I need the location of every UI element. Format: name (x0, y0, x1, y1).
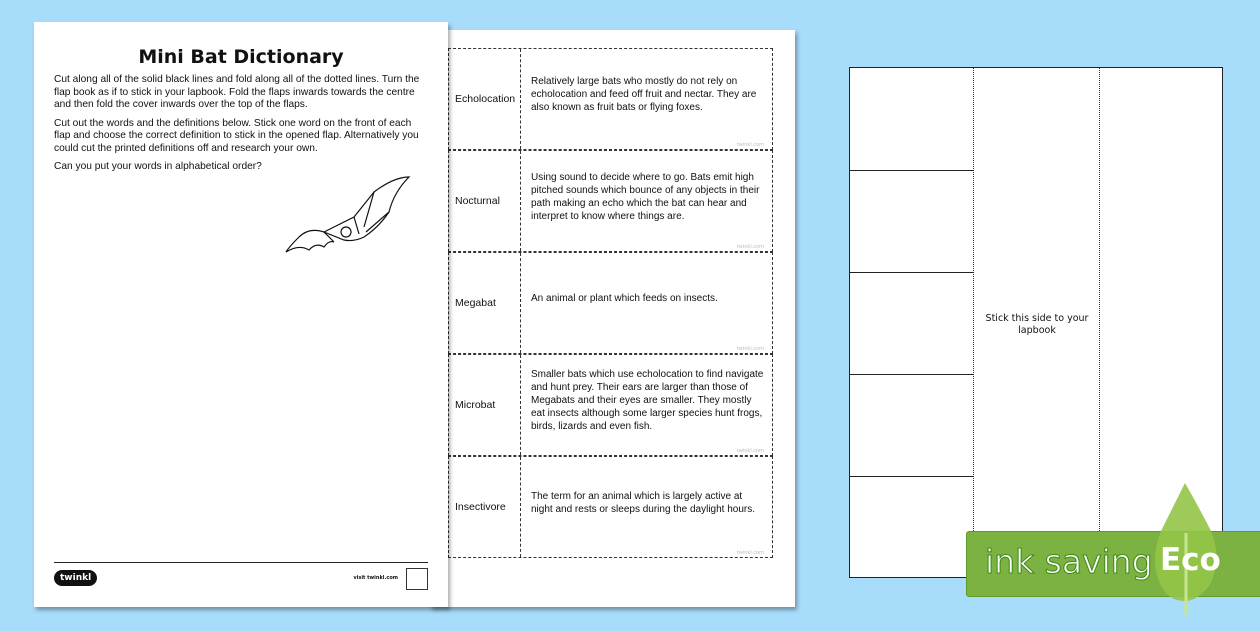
definition-text: Smaller bats which use echolocation to find navigate and hunt prey. Their ears are larger than those of Megabats and their eyes are smaller. They mostly eat insects although some larger species hunt frogs, birds, lizards and even fish. (531, 369, 764, 432)
watermark: twinkl.com (736, 142, 764, 148)
watermark: twinkl.com (736, 244, 764, 250)
definition-text: An animal or plant which feeds on insects. (531, 293, 718, 304)
word-label: Megabat (449, 253, 521, 353)
stick-label: Stick this side to your lapbook (985, 313, 1089, 336)
twinkl-logo: twinkl (54, 570, 97, 586)
page-title: Mini Bat Dictionary (138, 46, 344, 68)
word-label: Insectivore (449, 457, 521, 557)
visit-link[interactable]: visit twinkl.com (353, 575, 398, 581)
definition-text: Relatively large bats who mostly do not rely on echolocation and feed off fruit and nectar. They are also known as fruit bats or flying foxes. (531, 76, 757, 113)
instruction-paragraph: Cut along all of the solid black lines and fold along all of the dotted lines. Turn the flap book as if to stick in your lapbook. Fold the flaps inwards towards the centre and then fold the cover inwards over the top of the flaps. (54, 74, 420, 110)
word-label: Nocturnal (449, 151, 521, 251)
eco-badge (966, 531, 1260, 597)
watermark: twinkl.com (736, 448, 764, 454)
word-label: Echolocation (449, 49, 521, 149)
leaf-icon (1, 1, 1260, 631)
watermark: twinkl.com (736, 346, 764, 352)
instruction-paragraph: Can you put your words in alphabetical order? (54, 161, 262, 172)
instruction-paragraph: Cut out the words and the definitions below. Stick one word on the front of each flap and choose the correct definition to stick in the opened flap. Alternatively you could cut the printed definitions off and research your own. (54, 117, 419, 154)
eco-label: Eco (1160, 542, 1221, 578)
word-label: Microbat (449, 355, 521, 455)
definition-text: Using sound to decide where to go. Bats emit high pitched sounds which bounce of any objects in their path making an echo which the bat can hear and interpret to know where things are. (531, 171, 760, 222)
watermark: twinkl.com (736, 550, 764, 556)
ink-saving-label: ink saving (985, 542, 1153, 581)
definition-text: The term for an animal which is largely active at night and rests or sleeps during the daylight hours. (531, 490, 756, 515)
